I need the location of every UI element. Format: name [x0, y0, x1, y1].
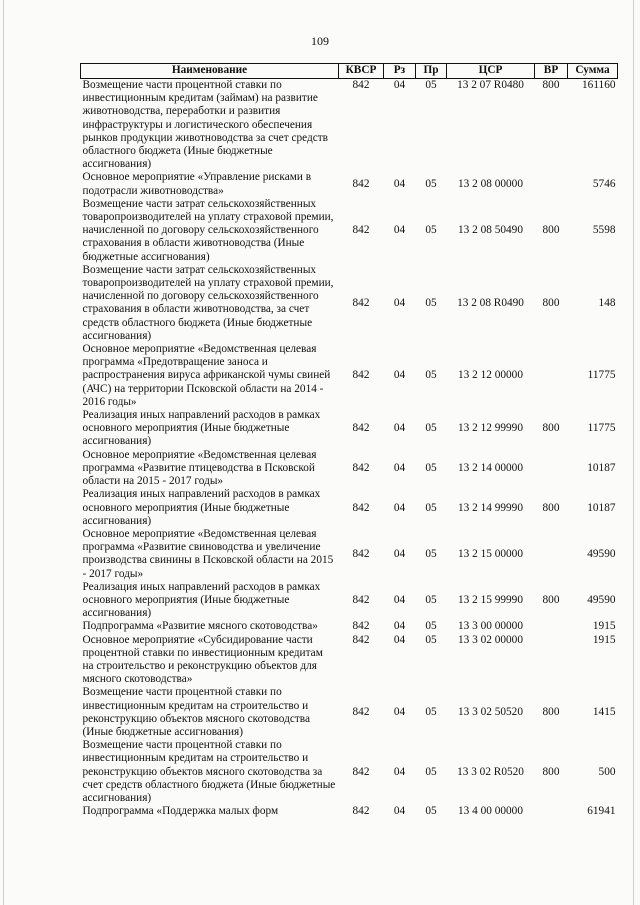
row-rz: 04: [393, 296, 406, 309]
row-sum: 61941: [587, 805, 616, 818]
row-kvsr: 842: [352, 461, 370, 474]
table-row: [81, 449, 618, 489]
row-rz: 04: [393, 224, 406, 237]
row-pr: 05: [425, 79, 437, 91]
row-pr: 05: [425, 224, 437, 237]
row-pr: 05: [425, 501, 437, 514]
row-kvsr: 842: [352, 706, 370, 719]
row-vr: 800: [542, 422, 560, 435]
row-csr: 13 2 07 R0480: [457, 79, 524, 91]
row-vr: 800: [542, 296, 560, 309]
row-csr: 13 2 15 00000: [458, 547, 523, 560]
row-name: Подпрограмма «Поддержка малых форм: [82, 805, 279, 818]
row-kvsr: 842: [352, 369, 370, 382]
row-csr: 13 3 00 00000: [458, 620, 523, 633]
row-sum: 1915: [592, 633, 616, 646]
row-vr: 800: [542, 501, 560, 514]
row-name: Основное мероприятие «Ведомственная целевая программа «Развитие свиноводства и увеличение производства свинины в Псковской области на 2015 - 2017 годы»: [82, 527, 334, 580]
row-csr: 13 2 08 50490: [458, 224, 523, 237]
row-pr: 05: [425, 296, 437, 309]
row-kvsr: 842: [352, 178, 370, 191]
row-name: Основное мероприятие «Ведомственная целевая программа «Предотвращение заноса и распространения вируса африканской чумы свиней (АЧС) на территории Псковской области на 2014 - 2016 годы»: [82, 343, 331, 408]
row-csr: 13 4 00 00000: [458, 805, 523, 818]
table-row: [81, 79, 618, 172]
row-csr: 13 3 02 R0520: [457, 765, 524, 778]
scan-edge-left: [3, 0, 4, 905]
row-csr: 13 3 02 50520: [458, 706, 523, 719]
row-sum: 49590: [587, 593, 616, 606]
row-sum: 161160: [582, 79, 616, 91]
row-csr: 13 2 14 00000: [458, 461, 523, 474]
row-vr: 800: [542, 765, 560, 778]
row-sum: 10187: [587, 501, 616, 514]
row-kvsr: 842: [352, 805, 370, 818]
row-pr: 05: [425, 461, 437, 474]
row-kvsr: 842: [352, 422, 370, 435]
table-header-row: [81, 64, 618, 79]
scan-edge-right: [633, 0, 634, 905]
row-vr: [535, 171, 568, 197]
row-name: Основное мероприятие «Ведомственная целевая программа «Развитие птицеводства в Псковской области на 2015 - 2017 годы»: [82, 448, 317, 488]
row-vr: 800: [542, 706, 560, 719]
row-csr: 13 3 02 00000: [458, 633, 523, 646]
row-rz: 04: [393, 765, 406, 778]
row-kvsr: 842: [352, 296, 370, 309]
row-pr: 05: [425, 547, 437, 560]
row-kvsr: 842: [352, 620, 370, 633]
row-sum: 10187: [587, 461, 616, 474]
row-sum: 11775: [587, 422, 616, 435]
row-vr: [535, 805, 568, 818]
row-rz: 04: [393, 633, 406, 646]
header-name: Наименование: [81, 64, 339, 79]
header-csr: ЦСР: [447, 64, 535, 79]
row-kvsr: 842: [352, 765, 370, 778]
row-vr: [535, 343, 568, 409]
row-name: Возмещение части процентной ставки по инвестиционным кредитам (займам) на развитие животноводства, переработки и развития инфраструктуры и логистического обеспечения рынков продукции животноводства за счет средств областного бюджета (Иные бюджетные ассигнования): [82, 79, 329, 171]
row-vr: 800: [542, 224, 560, 237]
row-rz: 04: [393, 501, 406, 514]
row-name: Реализация иных направлений расходов в рамках основного мероприятия (Иные бюджетные ассигнования): [82, 409, 321, 448]
table-row: [81, 528, 618, 581]
row-sum: 11775: [587, 369, 616, 382]
row-vr: [535, 528, 568, 581]
row-kvsr: 842: [352, 547, 370, 560]
row-vr: [535, 620, 568, 633]
row-pr: 05: [425, 422, 437, 435]
row-pr: 05: [425, 633, 437, 646]
row-name: Возмещение части процентной ставки по инвестиционным кредитам на строительство и реконструкцию объектов мясного скотоводства (Иные бюджетные ассигнования): [82, 686, 310, 738]
row-rz: 04: [393, 422, 406, 435]
row-kvsr: 842: [352, 501, 370, 514]
row-csr: 13 2 14 99990: [458, 501, 523, 514]
table-row: [81, 620, 618, 633]
row-csr: 13 2 15 99990: [458, 593, 523, 606]
row-sum: 1915: [592, 620, 616, 633]
row-sum: 1415: [592, 706, 616, 719]
row-kvsr: 842: [352, 224, 370, 237]
header-kvsr: КВСР: [339, 64, 384, 79]
row-pr: 05: [425, 178, 437, 191]
row-sum: 49590: [587, 547, 616, 560]
row-csr: 13 2 08 R0490: [457, 296, 524, 309]
table-row: [81, 264, 618, 343]
row-sum: 500: [598, 765, 616, 778]
table-row: [81, 581, 618, 621]
table-row: [81, 739, 618, 805]
row-rz: 04: [393, 178, 406, 191]
row-vr: [535, 634, 568, 687]
row-kvsr: 842: [352, 633, 370, 646]
row-rz: 04: [393, 620, 406, 633]
table-row: [81, 686, 618, 739]
row-pr: 05: [425, 805, 437, 818]
budget-table: [80, 63, 618, 818]
row-csr: 13 2 08 00000: [458, 178, 523, 191]
row-name: Возмещение части процентной ставки по инвестиционным кредитам на строительство и реконструкцию объектов мясного скотоводства за счет средств областного бюджета (Иные бюджетные ассигнования): [82, 739, 336, 804]
row-rz: 04: [393, 593, 406, 606]
table-row: [81, 198, 618, 264]
page-number: 109: [311, 34, 329, 48]
row-rz: 04: [393, 706, 406, 719]
table-row: [81, 343, 618, 409]
table-row: [81, 488, 618, 528]
table-row: [81, 805, 618, 818]
row-pr: 05: [425, 593, 437, 606]
row-vr: [535, 449, 568, 489]
row-sum: 5598: [592, 224, 616, 237]
row-name: Возмещение части затрат сельскохозяйственных товаропроизводителей на уплату страховой премии, начисленной по договору сельскохозяйственного страхования в области животноводства, за счет средств областного бюджета (Иные бюджетные ассигнования): [82, 263, 334, 342]
row-sum: 5746: [592, 178, 616, 191]
row-kvsr: 842: [352, 79, 370, 91]
header-sum: Сумма: [568, 64, 618, 79]
row-name: Реализация иных направлений расходов в рамках основного мероприятия (Иные бюджетные ассигнования): [82, 488, 321, 527]
row-rz: 04: [393, 369, 406, 382]
row-csr: 13 2 12 00000: [458, 369, 523, 382]
row-rz: 04: [393, 79, 406, 91]
row-csr: 13 2 12 99990: [458, 422, 523, 435]
row-rz: 04: [393, 461, 406, 474]
row-rz: 04: [393, 547, 406, 560]
row-pr: 05: [425, 369, 437, 382]
row-name: Подпрограмма «Развитие мясного скотоводства»: [82, 620, 318, 633]
row-rz: 04: [393, 805, 406, 818]
row-pr: 05: [425, 765, 437, 778]
row-name: Реализация иных направлений расходов в рамках основного мероприятия (Иные бюджетные ассигнования): [82, 580, 321, 620]
row-pr: 05: [425, 706, 437, 719]
row-vr: 800: [542, 79, 560, 91]
header-pr: Пр: [416, 64, 447, 79]
header-rz: Рз: [384, 64, 416, 79]
row-name: Возмещение части затрат сельскохозяйственных товаропроизводителей на уплату страховой премии, начисленной по договору сельскохозяйственного страхования в области животноводства (Иные бюджетные ассигнования): [82, 197, 334, 263]
row-name: Основное мероприятие «Управление рисками в подотрасли животноводства»: [82, 171, 312, 197]
row-kvsr: 842: [352, 593, 370, 606]
row-name: Основное мероприятие «Субсидирование части процентной ставки по инвестиционным кредитам на строительство и реконструкцию объектов для мясного скотоводства»: [82, 633, 323, 686]
header-vr: ВР: [535, 64, 568, 79]
row-vr: 800: [542, 593, 560, 606]
table-row: [81, 409, 618, 449]
row-pr: 05: [425, 620, 437, 633]
table-row: [81, 171, 618, 197]
table-row: [81, 634, 618, 687]
row-sum: 148: [598, 296, 616, 309]
